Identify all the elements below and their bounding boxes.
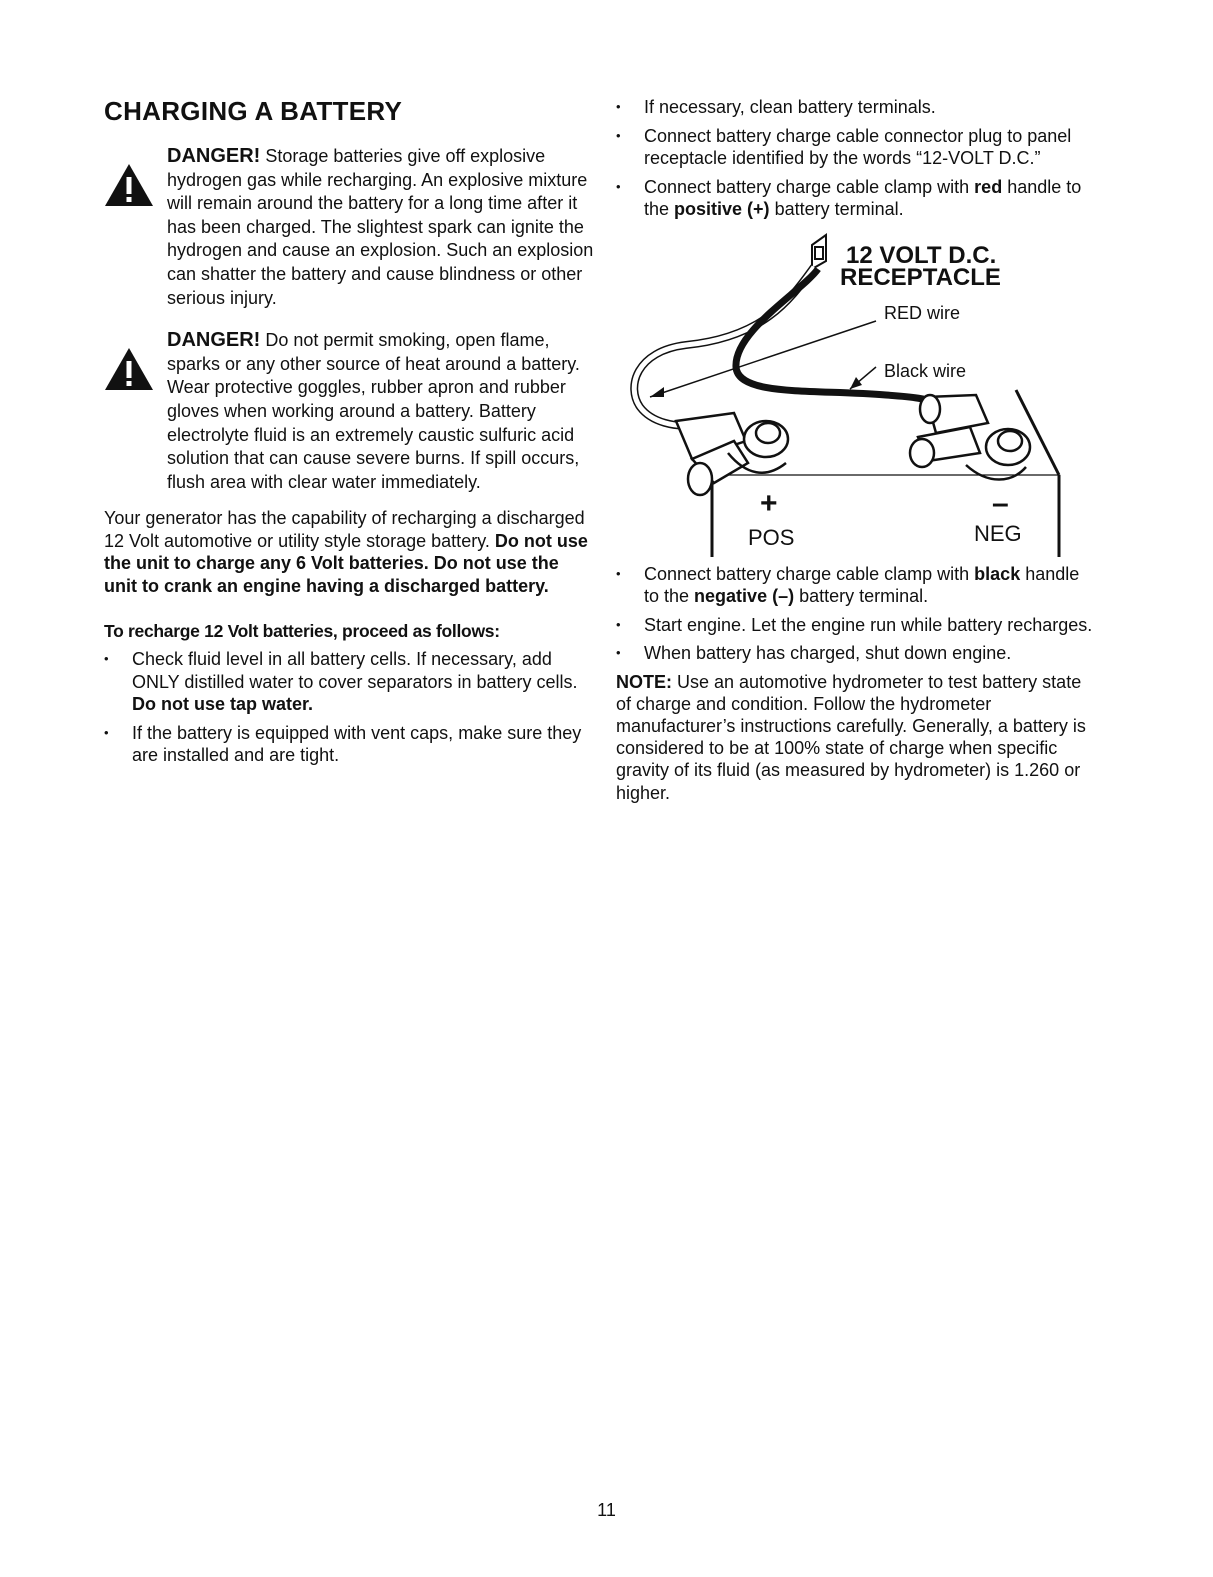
step-text: Connect battery charge cable clamp with: [644, 563, 975, 584]
list-item: [616, 96, 1096, 119]
bullet: •: [616, 616, 621, 632]
bullet: •: [616, 565, 621, 581]
receptacle-label-line1: 12 VOLT D.C.: [846, 241, 997, 269]
step-text: handle to the: [644, 563, 1080, 606]
step-text: battery terminal.: [794, 586, 929, 606]
bullet: •: [616, 99, 621, 114]
step-text: Check fluid level in all battery cells. If necessary, add ONLY distilled water to cover separators in battery cells.: [132, 649, 578, 692]
warning-triangle-icon: [104, 163, 154, 207]
danger-label: DANGER!: [167, 329, 261, 352]
hydrometer-note: [616, 671, 1096, 804]
list-item: [104, 648, 596, 716]
positive-terminal-label: POS: [748, 524, 795, 550]
step-text: If the battery is equipped with vent caps, make sure they are installed and are tight.: [132, 722, 582, 766]
battery-connection-diagram: [616, 227, 1096, 557]
list-item: [104, 722, 596, 767]
step-text: When battery has charged, shut down engine.: [644, 643, 1012, 663]
danger-notice-1: [104, 145, 596, 310]
danger-label: DANGER!: [167, 145, 261, 167]
list-item: [616, 614, 1096, 637]
warning-triangle-icon: [104, 347, 154, 391]
procedure-heading: To recharge 12 Volt batteries, proceed as follows:: [104, 621, 500, 642]
positive-clamp: [676, 413, 788, 495]
page-title: CHARGING A BATTERY: [104, 96, 403, 126]
positive-symbol: +: [760, 486, 778, 520]
step-text: Connect battery charge cable clamp with: [644, 176, 975, 197]
negative-terminal-label: NEG: [974, 520, 1022, 546]
intro-text: Your generator has the capability of recharging a discharged 12 Volt automotive or utility style storage battery.: [104, 508, 585, 551]
right-step-list-top: [616, 96, 1096, 221]
step-text: If necessary, clean battery terminals.: [644, 97, 936, 117]
bullet: •: [616, 178, 621, 194]
danger-notice-2: [104, 329, 596, 494]
step-warning: Do not use tap water.: [132, 694, 314, 715]
danger-text: Storage batteries give off explosive hydrogen gas while recharging. An explosive mixture will remain around the battery for a long time after it has been charged. The slightest spark can ignite the hydrogen and cause an explosion. Such an explosion can shatter the battery and cause blindness or other serious injury.: [167, 146, 594, 308]
black-wire-label: Black wire: [884, 360, 967, 381]
note-text: Use an automotive hydrometer to test battery state of charge and condition. Follow the hydrometer manufacturer’s instructions carefully. Generally, a battery is considered to be at 100% state of charge when specific gravity of its fluid (as measured by hydrometer) is 1.260 or higher.: [616, 671, 1086, 803]
list-item: [616, 125, 1096, 170]
receptacle-label-line2: RECEPTACLE: [840, 263, 1001, 291]
step-text: handle to the: [644, 176, 1082, 219]
note-label: NOTE:: [616, 671, 672, 692]
page-number: 11: [597, 1500, 616, 1520]
step-emphasis: positive (+): [674, 199, 770, 219]
bullet: •: [104, 724, 109, 740]
bullet: •: [616, 127, 621, 143]
red-wire-label: RED wire: [884, 302, 961, 323]
list-item: [616, 642, 1096, 665]
step-text: Start engine. Let the engine run while battery recharges.: [644, 614, 1093, 635]
step-text: battery terminal.: [769, 199, 904, 219]
bullet: •: [104, 651, 109, 667]
step-emphasis: negative (–): [694, 586, 795, 606]
list-item: [616, 176, 1096, 221]
intro-paragraph: [104, 507, 596, 597]
right-column: [616, 96, 1096, 822]
danger-text: Do not permit smoking, open flame, sparks or any other source of heat around a battery. Wear protective goggles, rubber apron and rubber gloves when working around a battery. Battery electrolyte fluid is an extremely caustic sulfuric acid solution that can cause severe burns. If spill occurs, flush area with clear water immediately.: [167, 330, 580, 492]
receptacle-plug-icon: [812, 235, 826, 269]
bullet: •: [616, 645, 621, 660]
step-emphasis: red: [974, 176, 1003, 197]
step-text: Connect battery charge cable connector plug to panel receptacle identified by the words “12-VOLT D.C.”: [644, 125, 1072, 168]
negative-symbol: –: [992, 486, 1009, 520]
step-emphasis: black: [974, 563, 1021, 584]
list-item: [616, 563, 1096, 608]
red-wire-line: [634, 267, 814, 425]
right-step-list-bottom: [616, 563, 1096, 665]
left-column: [104, 96, 596, 773]
left-step-list: [104, 648, 596, 767]
negative-clamp: [910, 395, 1030, 480]
intro-warning: Do not use the unit to charge any 6 Volt batteries. Do not use the unit to crank an engine having a discharged battery.: [104, 530, 588, 596]
